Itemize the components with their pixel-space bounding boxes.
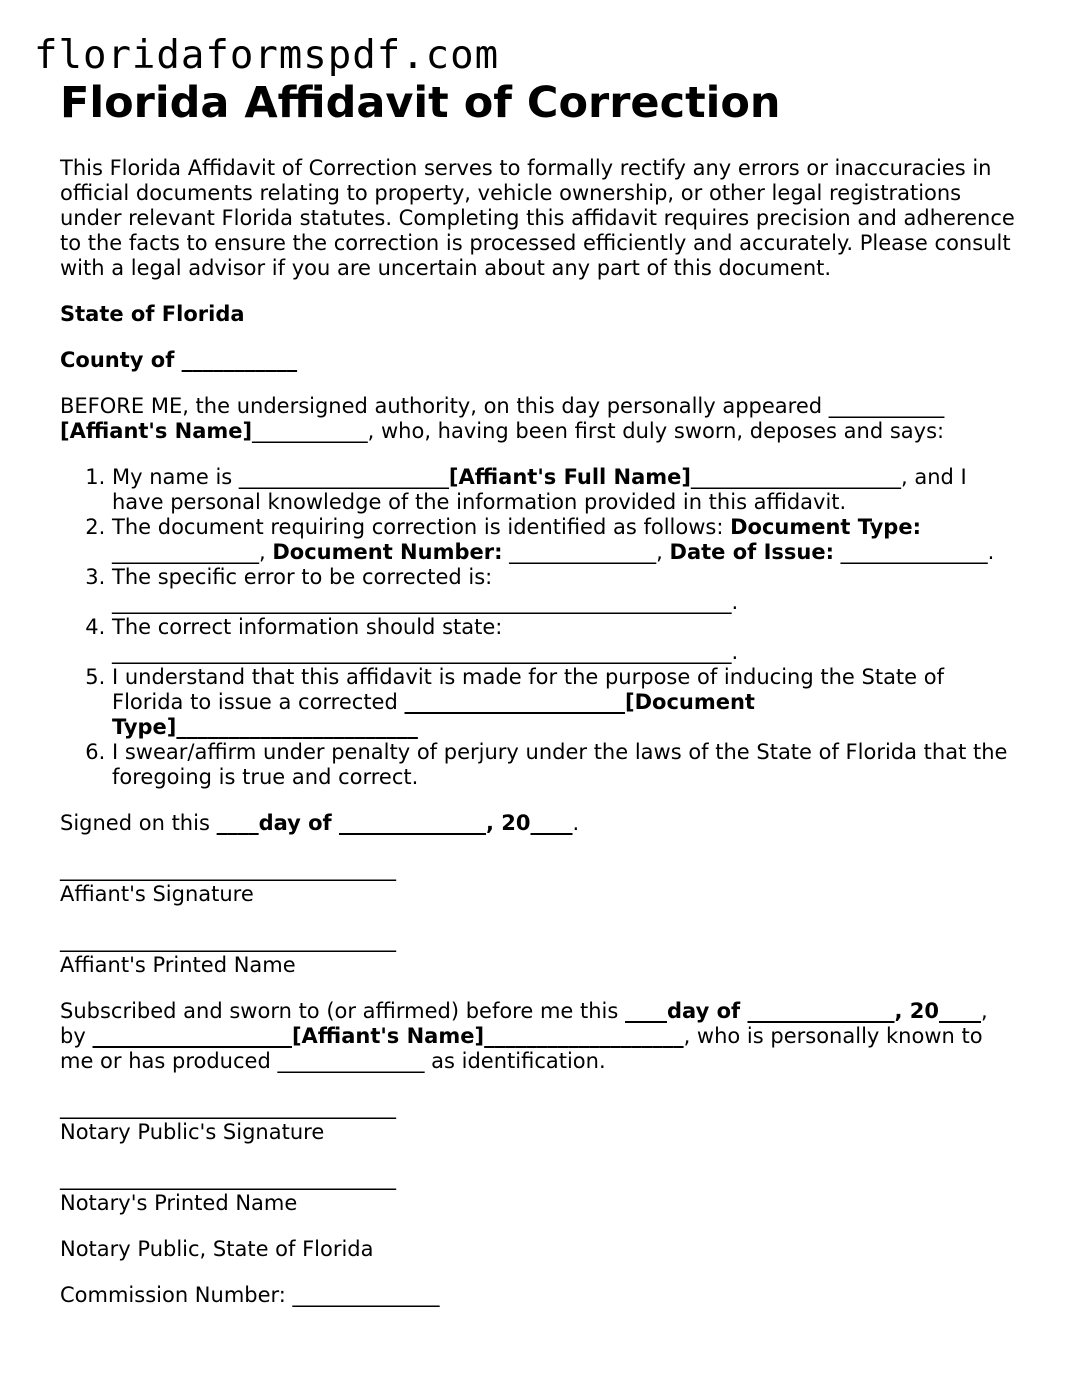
county-heading: County of ___________ [60,348,298,372]
state-heading: State of Florida [60,302,245,326]
signature-line: ________________________________ [60,1095,396,1119]
notary-state-label: Notary Public, State of Florida [60,1237,374,1261]
signature-line: ________________________________ [60,857,396,881]
affiant-printed-name-block [60,928,1020,978]
statements-list [60,465,1020,790]
list-item: 3. The specific error to be corrected is: ___________________________________________________________. [112,565,1020,615]
list-item: 4. The correct information should state: ___________________________________________________________. [112,615,1020,665]
affiant-signature-label: Affiant's Signature [60,882,254,906]
intro-paragraph: This Florida Affidavit of Correction serves to formally rectify any errors or inaccuracies in official documents relating to property, vehicle ownership, or other legal registrations under relevant Florida statutes. Completing this affidavit requires precision and adherence to the facts to ensure the correction is processed efficiently and accurately. Please consult with a legal advisor if you are uncertain about any part of this document. [60,156,1015,280]
list-item: 6. I swear/affirm under penalty of perjury under the laws of the State of Florida that the foregoing is true and correct. [112,740,1020,790]
affiant-signature-block [60,857,1020,907]
notary-printed-name-block [60,1166,1020,1216]
commission-number-line: Commission Number: ______________ [60,1283,440,1307]
signed-date-line: Signed on this ____day of ______________, 20____. [60,811,580,835]
document-body [60,76,1020,1308]
subscribed-paragraph: Subscribed and sworn to (or affirmed) before me this ____day of ______________, 20____, by ___________________[Affiant's Name]___________________, who is personally known to me or has produced ______________ as identification. [60,999,988,1073]
watermark: floridaformspdf.com [34,33,500,78]
notary-signature-block [60,1095,1020,1145]
list-item: 2. The document requiring correction is identified as follows: Document Type: ______________, Document Number: ______________, Date of Issue: ______________. [112,515,1020,565]
affiant-printed-name-label: Affiant's Printed Name [60,953,296,977]
notary-printed-name-label: Notary's Printed Name [60,1191,298,1215]
signature-line: ________________________________ [60,928,396,952]
list-item: 1. My name is ____________________[Affiant's Full Name]____________________, and I have personal knowledge of the information provided in this affidavit. [112,465,1020,515]
notary-signature-label: Notary Public's Signature [60,1120,325,1144]
list-item: 5. I understand that this affidavit is made for the purpose of inducing the State of Florida to issue a corrected _____________________[Document Type]_______________________ [112,665,1020,740]
signature-line: ________________________________ [60,1166,396,1190]
page-title: Florida Affidavit of Correction [60,78,781,128]
before-me-paragraph: BEFORE ME, the undersigned authority, on this day personally appeared ___________ [Affiant's Name]___________, who, having been first duly sworn, deposes and says: [60,394,945,443]
